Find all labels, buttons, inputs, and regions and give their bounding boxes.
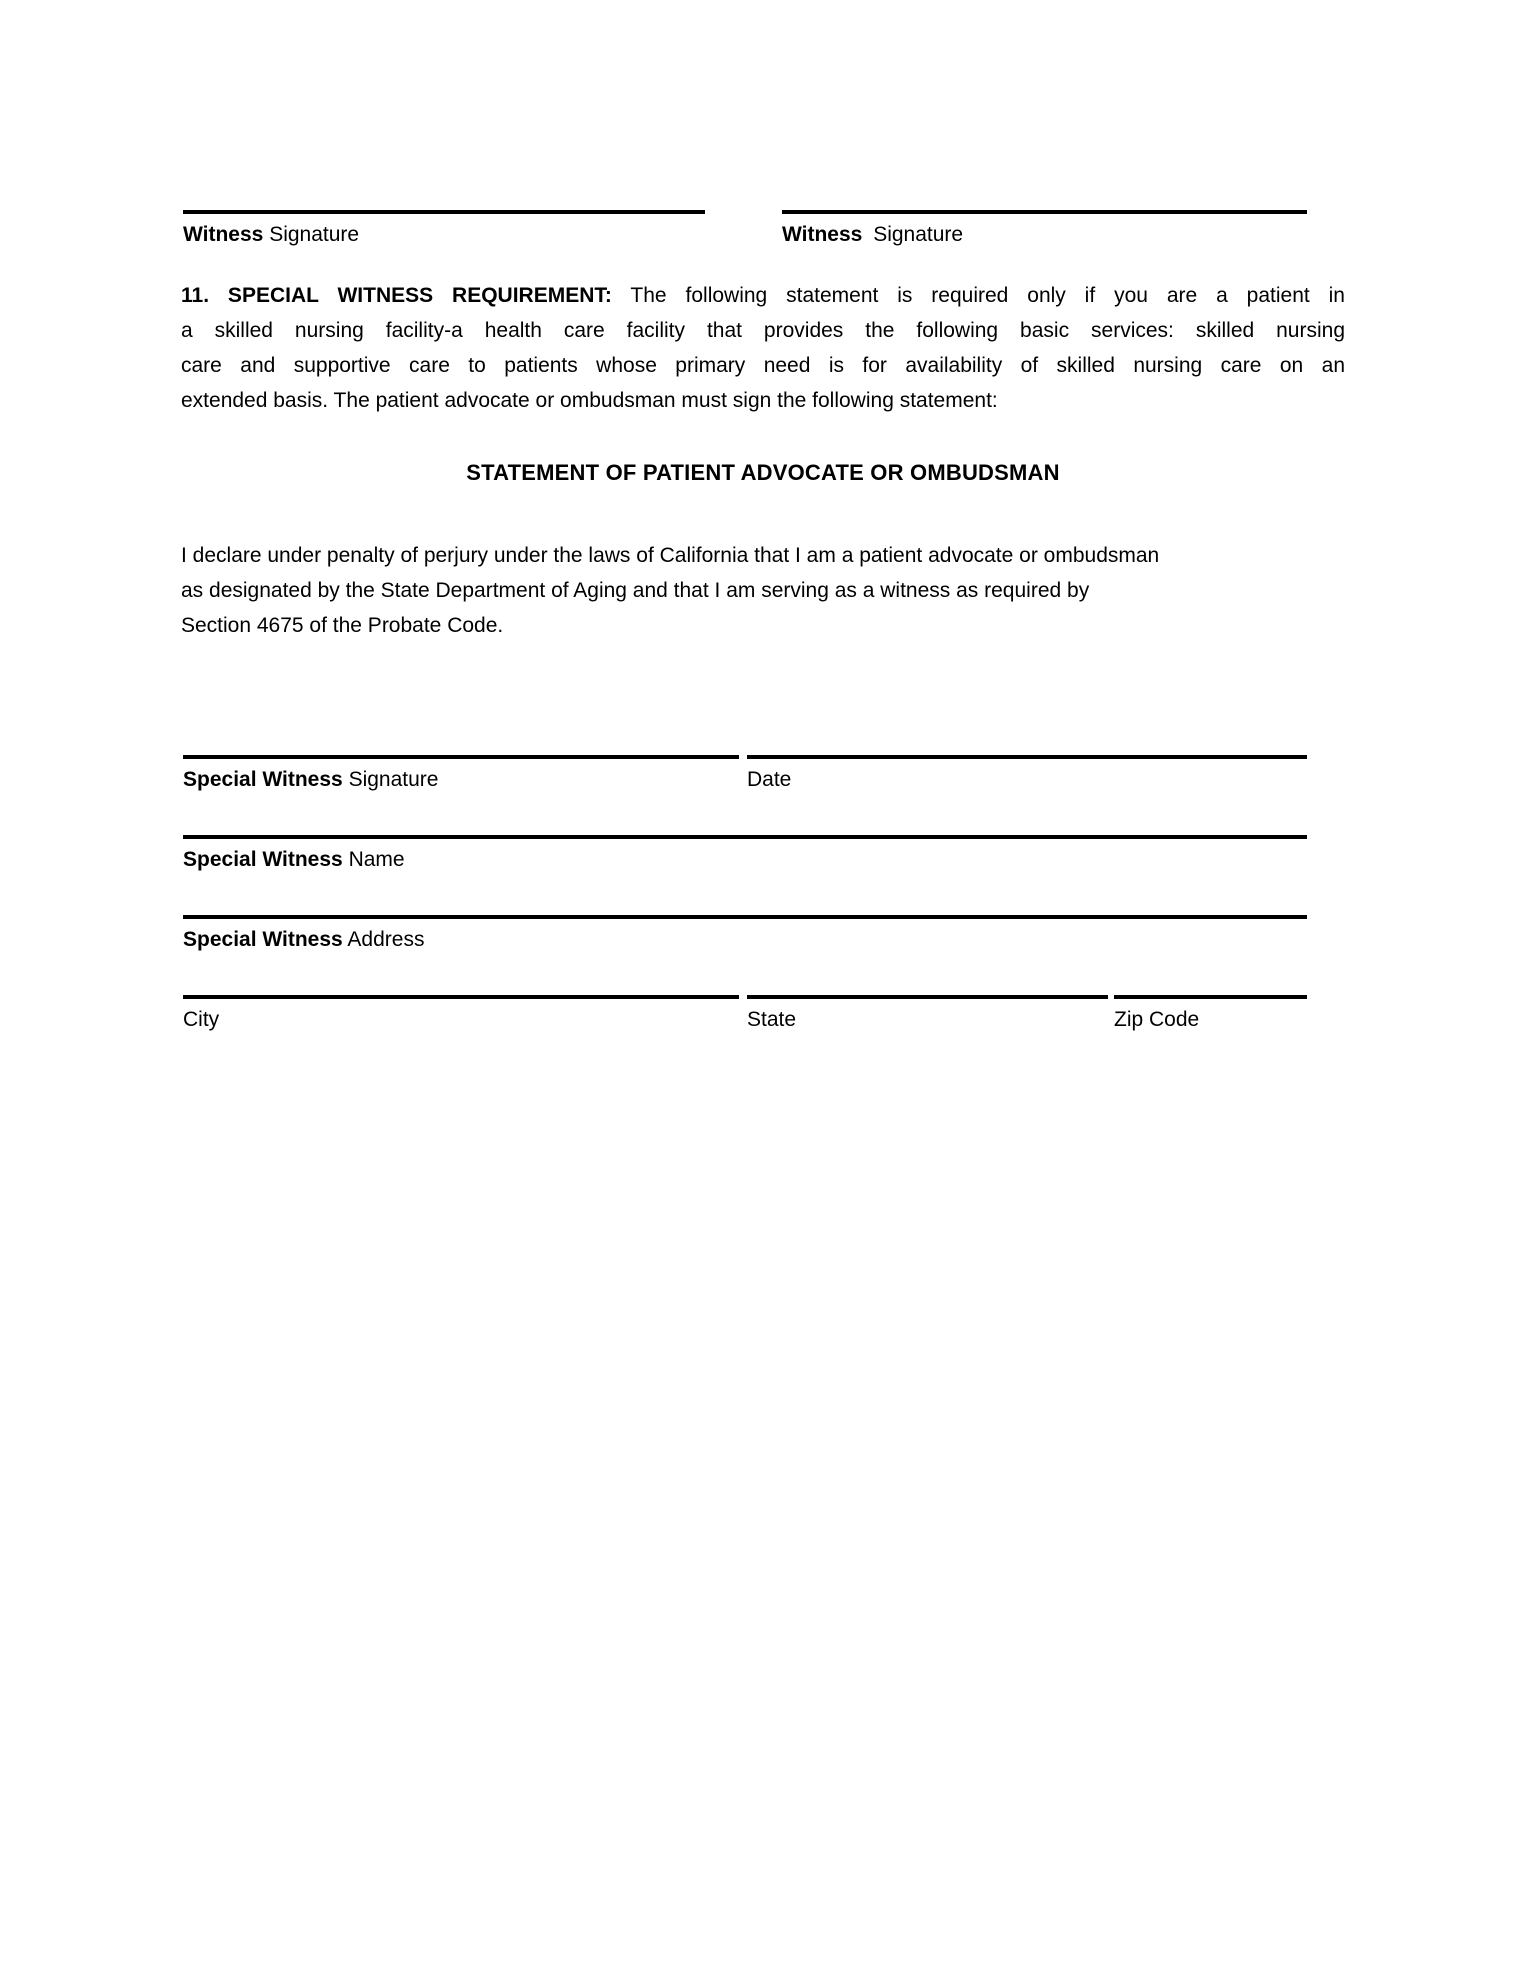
city-label: City [183,1008,220,1031]
witness-label-bold: Witness [183,223,264,246]
special-witness-label-rest: Address [347,928,425,951]
paragraph-line: Section 4675 of the Probate Code. [181,614,504,637]
special-witness-name-line [183,835,1307,872]
witness-label-rest: Signature [269,223,360,246]
date-line [747,755,1307,792]
special-witness-label-rest: Name [348,848,405,871]
special-witness-signature-label [183,768,739,792]
paragraph-line: care and supportive care to patients whose primary need is for availability of skilled nursing care on an [181,354,1345,377]
declaration-paragraph [181,538,1345,643]
paragraph-line [181,278,1345,313]
zip-code-label: Zip Code [1114,1008,1200,1031]
special-witness-label-rest: Signature [348,768,439,791]
special-witness-address-line [183,915,1307,952]
special-witness-label-bold: Special Witness [183,848,343,871]
city-line [183,995,739,1032]
state-line [747,995,1108,1032]
section-11-lead: 11. SPECIAL WITNESS REQUIREMENT: [181,284,612,307]
special-witness-address-label [183,928,1307,952]
date-label: Date [747,768,792,791]
statement-heading: STATEMENT OF PATIENT ADVOCATE OR OMBUDSMAN [466,460,1060,485]
paragraph-line: a skilled nursing facility-a health care facility that provides the following basic services: skilled nursing [181,319,1345,342]
witness-signature-label-left [183,223,705,247]
paragraph-line: extended basis. The patient advocate or ombudsman must sign the following statement: [181,389,998,412]
witness-signature-line-left [183,210,705,247]
section-11-paragraph [181,278,1345,418]
special-witness-label-bold: Special Witness [183,768,343,791]
special-witness-label-bold: Special Witness [183,928,343,951]
paragraph-line: I declare under penalty of perjury under the laws of California that I am a patient advocate or ombudsman [181,544,1160,567]
section-11-line1-rest: The following statement is required only if you are a patient in [630,284,1345,307]
zip-code-line [1114,995,1307,1032]
paragraph-line: as designated by the State Department of Aging and that I am serving as a witness as required by [181,579,1090,602]
special-witness-name-label [183,848,1307,872]
witness-signature-label-right [782,223,1307,247]
state-label: State [747,1008,797,1031]
witness-label-rest: Signature [873,223,964,246]
witness-label-bold: Witness [782,223,863,246]
witness-signature-line-right [782,210,1307,247]
special-witness-signature-line [183,755,739,792]
